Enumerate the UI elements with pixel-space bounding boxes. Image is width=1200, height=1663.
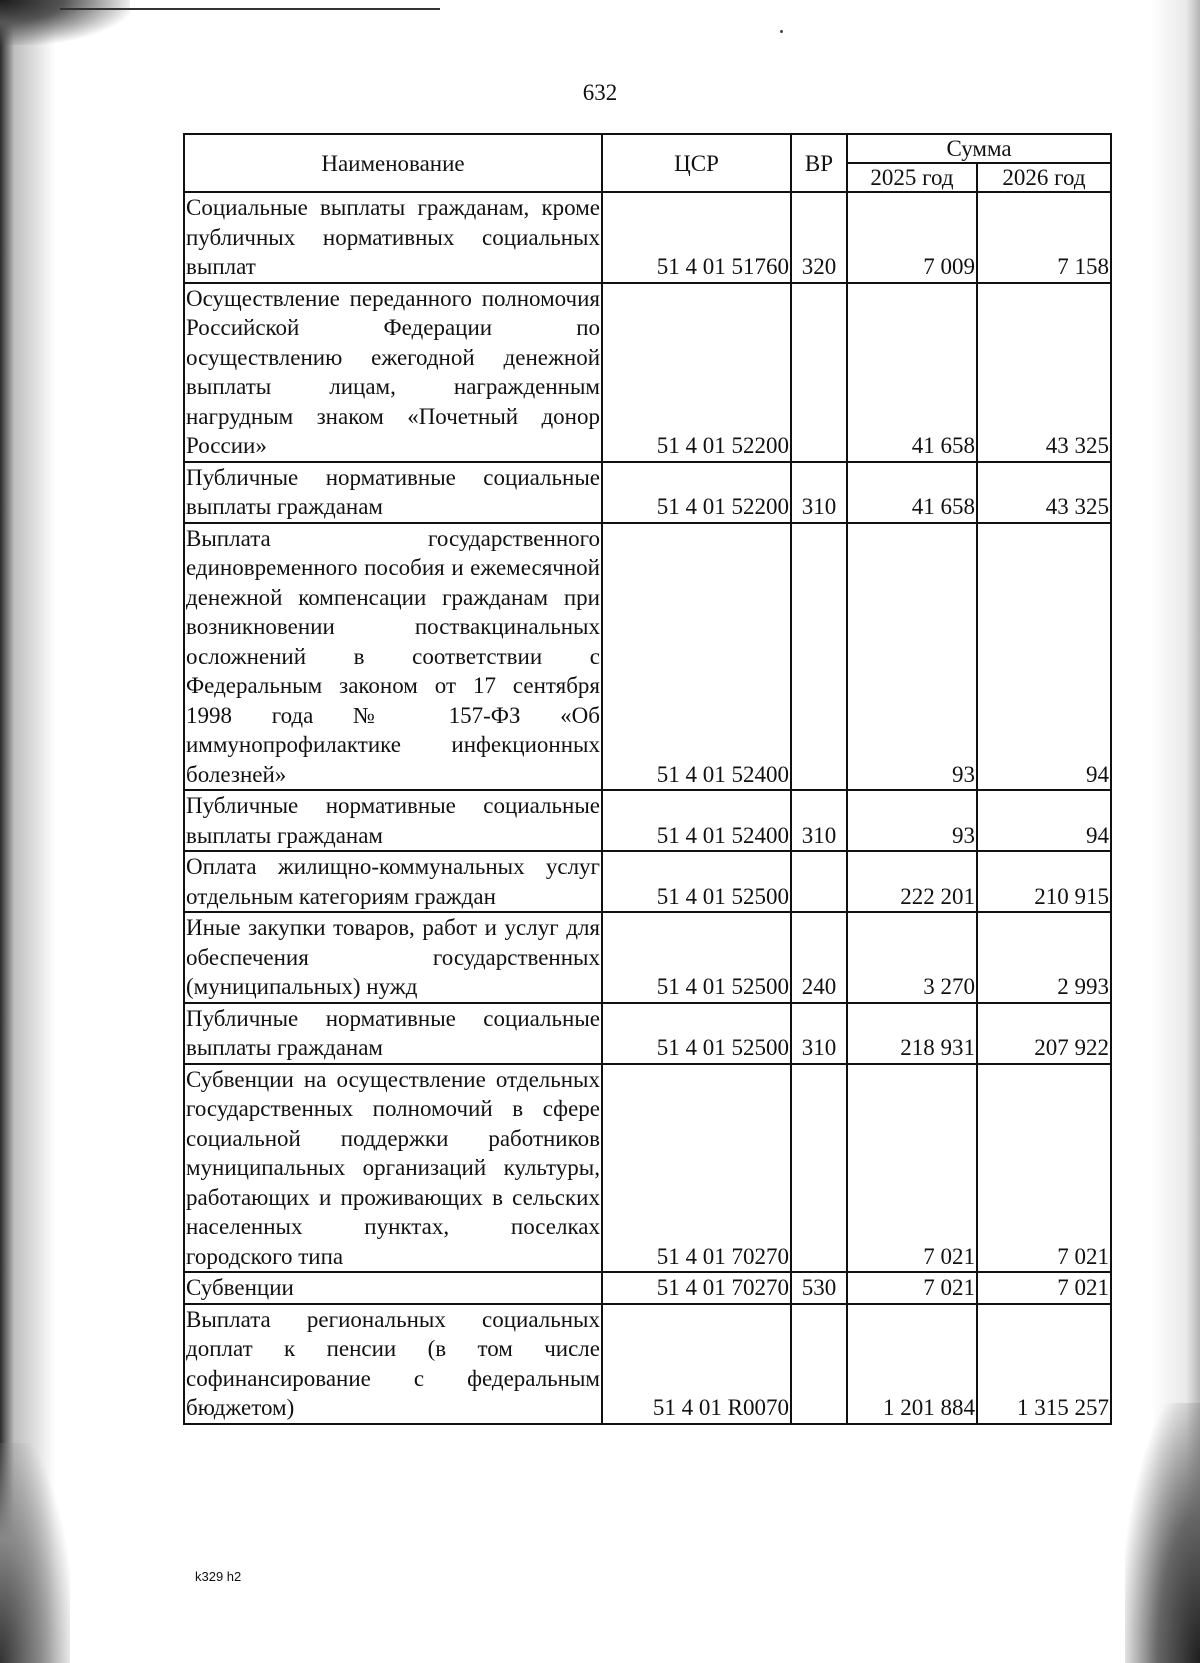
row-sum-2026: 94 [977,523,1111,791]
table-row [184,1003,1111,1064]
row-csr: 51 4 01 52400 [602,790,791,851]
row-csr: 51 4 01 52400 [602,523,791,791]
scan-speck [780,30,783,33]
row-sum-2026: 7 021 [977,1272,1111,1304]
scan-corner-top-left [0,0,130,45]
scan-top-line [60,8,440,10]
table-row [184,1272,1111,1304]
row-sum-2025: 218 931 [847,1003,977,1064]
row-vr [791,1304,847,1424]
row-name: Публичные нормативные социальные выплаты гражданам [184,790,602,851]
footer-code: k329 h2 [195,1569,242,1584]
row-name: Публичные нормативные социальные выплаты гражданам [184,1003,602,1064]
row-csr: 51 4 01 70270 [602,1064,791,1273]
header-year-2026: 2026 год [977,163,1111,192]
row-sum-2025: 7 009 [847,192,977,283]
row-vr [791,523,847,791]
row-sum-2026: 43 325 [977,462,1111,523]
table-row [184,1064,1111,1273]
row-vr: 310 [791,462,847,523]
row-vr [791,283,847,462]
row-vr [791,851,847,912]
scan-shadow-left [0,0,60,1663]
row-sum-2026: 210 915 [977,851,1111,912]
row-sum-2026: 7 158 [977,192,1111,283]
row-csr: 51 4 01 52200 [602,283,791,462]
row-name: Иные закупки товаров, работ и услуг для обеспечения государственных (муниципальных) нужд [184,912,602,1003]
row-sum-2025: 7 021 [847,1272,977,1304]
row-vr: 530 [791,1272,847,1304]
row-name: Осуществление переданного полномочия Российской Федерации по осуществлению ежегодной денежной выплаты лицам, награжденным нагрудным знаком «Почетный донор России» [184,283,602,462]
row-sum-2026: 2 993 [977,912,1111,1003]
row-csr: 51 4 01 52200 [602,462,791,523]
table-row [184,523,1111,791]
header-name: Наименование [184,134,602,192]
table-row [184,790,1111,851]
row-csr: 51 4 01 51760 [602,192,791,283]
row-sum-2025: 3 270 [847,912,977,1003]
table-row [184,462,1111,523]
scan-corner-bottom-right [1125,1403,1200,1663]
row-csr: 51 4 01 52500 [602,851,791,912]
row-vr: 310 [791,790,847,851]
row-sum-2026: 1 315 257 [977,1304,1111,1424]
row-sum-2025: 41 658 [847,283,977,462]
table-body [184,192,1111,1424]
row-name: Социальные выплаты гражданам, кроме публичных нормативных социальных выплат [184,192,602,283]
row-sum-2025: 41 658 [847,462,977,523]
row-csr: 51 4 01 52500 [602,912,791,1003]
row-vr: 320 [791,192,847,283]
table-row [184,1304,1111,1424]
page-number: 632 [582,80,618,105]
table-header [184,134,1111,192]
row-vr [791,1064,847,1273]
row-sum-2025: 93 [847,523,977,791]
row-sum-2025: 1 201 884 [847,1304,977,1424]
row-name: Выплата государственного единовременного пособия и ежемесячной денежной компенсации гражданам при возникновении поствакцинальных осложнений в соответствии с Федеральным законом от 17 сентября 1998 года № 157-ФЗ «Об иммунопрофилактике инфекционных болезней» [184,523,602,791]
header-vr: ВР [791,134,847,192]
row-sum-2025: 7 021 [847,1064,977,1273]
row-name: Субвенции [184,1272,602,1304]
header-csr: ЦСР [602,134,791,192]
row-sum-2026: 7 021 [977,1064,1111,1273]
table-row [184,851,1111,912]
row-sum-2026: 207 922 [977,1003,1111,1064]
scan-corner-bottom-left [0,1443,70,1663]
table-row [184,283,1111,462]
table-row [184,192,1111,283]
row-sum-2025: 93 [847,790,977,851]
table-row [184,912,1111,1003]
row-vr: 240 [791,912,847,1003]
row-sum-2025: 222 201 [847,851,977,912]
budget-table [183,133,1112,1425]
row-name: Публичные нормативные социальные выплаты гражданам [184,462,602,523]
row-name: Оплата жилищно-коммунальных услуг отдельным категориям граждан [184,851,602,912]
row-csr: 51 4 01 R0070 [602,1304,791,1424]
row-sum-2026: 94 [977,790,1111,851]
header-sum: Сумма [847,134,1111,163]
row-csr: 51 4 01 70270 [602,1272,791,1304]
row-name: Выплата региональных социальных доплат к пенсии (в том числе софинансирование с федеральным бюджетом) [184,1304,602,1424]
row-csr: 51 4 01 52500 [602,1003,791,1064]
row-name: Субвенции на осуществление отдельных государственных полномочий в сфере социальной поддержки работников муниципальных организаций культуры, работающих и проживающих в сельских населенных пунктах, поселках городского типа [184,1064,602,1273]
row-vr: 310 [791,1003,847,1064]
row-sum-2026: 43 325 [977,283,1111,462]
header-year-2025: 2025 год [847,163,977,192]
